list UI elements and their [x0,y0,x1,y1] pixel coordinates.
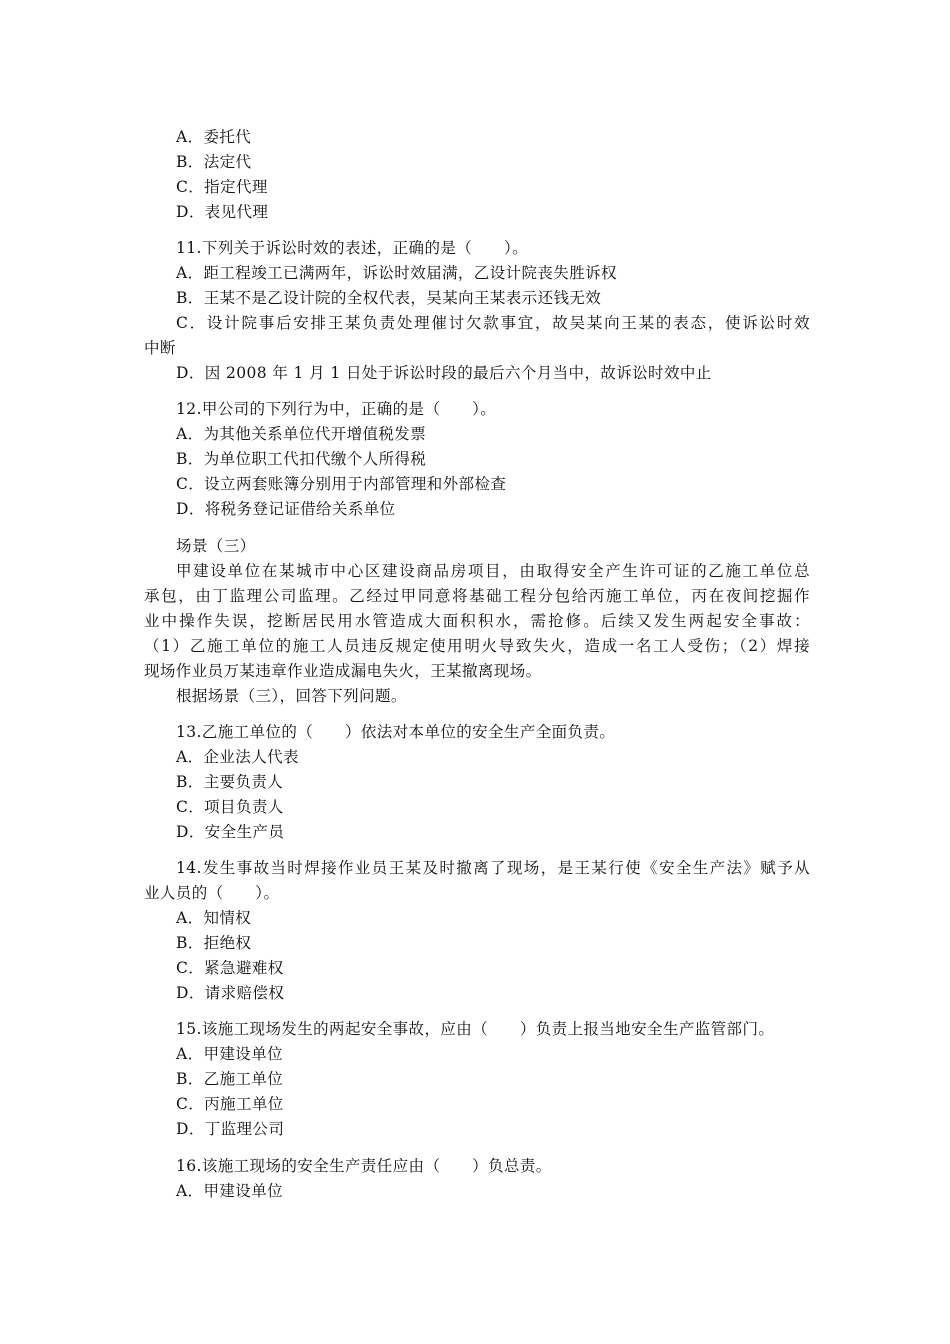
q15-option-a: A．甲建设单位 [176,1045,283,1063]
q14-stem-continued: 业人员的（ ）。 [144,884,280,902]
q15-stem: 15.该施工现场发生的两起安全事故，应由（ ）负责上报当地安全生产监管部门。 [176,1020,775,1038]
q13-option-c: C．项目负责人 [176,798,284,816]
q11-option-a: A．距工程竣工已满两年，诉讼时效届满，乙设计院丧失胜诉权 [176,264,617,282]
q11-option-d: D．因 2008 年 1 月 1 日处于诉讼时段的最后六个月当中，故诉讼时效中止 [176,364,712,382]
q11-option-b: B．王某不是乙设计院的全权代表，吴某向王某表示还钱无效 [176,289,602,307]
q13-option-d: D．安全生产员 [176,823,285,841]
scene-paragraph-line: 承包，由丁监理公司监理。乙经过甲同意将基础工程分包给丙施工单位，丙在夜间挖掘作 [144,587,810,605]
q16-stem: 16.该施工现场的安全生产责任应由（ ）负总责。 [176,1157,552,1175]
q15-option-c: C．丙施工单位 [176,1095,284,1113]
q10-option-c: C．指定代理 [176,178,268,196]
q12-option-a: A．为其他关系单位代开增值税发票 [176,425,427,443]
q11-option-c-continued: 中断 [144,339,176,357]
q12-option-d: D．将税务登记证借给关系单位 [176,500,396,518]
q13-option-b: B．主要负责人 [176,773,284,791]
q15-option-d: D．丁监理公司 [176,1120,285,1138]
q16-option-a: A．甲建设单位 [176,1182,283,1200]
q11-option-c: C．设计院事后安排王某负责处理催讨欠款事宜，故吴某向王某的表态，使诉讼时效 [176,314,810,332]
q10-option-a: A．委托代 [176,128,252,146]
q12-option-b: B．为单位职工代扣代缴个人所得税 [176,450,427,468]
q14-option-b: B．拒绝权 [176,934,252,952]
q13-stem: 13.乙施工单位的（ ）依法对本单位的安全生产全面负责。 [176,723,616,741]
q10-option-d: D．表见代理 [176,203,269,221]
scene-paragraph-line: 现场作业员万某违章作业造成漏电失火，王某撤离现场。 [144,662,542,680]
scene-prompt: 根据场景（三），回答下列问题。 [176,687,407,705]
q11-stem: 11.下列关于诉讼时效的表述，正确的是（ ）。 [176,239,529,257]
q14-option-d: D．请求赔偿权 [176,984,285,1002]
q14-option-a: A．知情权 [176,909,252,927]
scene-paragraph-line: （1）乙施工单位的施工人员违反规定使用明火导致失火，造成一名工人受伤；（2）焊接 [144,637,810,655]
q12-stem: 12.甲公司的下列行为中，正确的是（ ）。 [176,400,497,418]
q10-option-b: B．法定代 [176,153,252,171]
q13-option-a: A．企业法人代表 [176,748,299,766]
scene-paragraph-line: 甲建设单位在某城市中心区建设商品房项目，由取得安全产生许可证的乙施工单位总 [176,562,810,580]
scene-heading: 场景（三） [176,537,256,555]
scene-paragraph-line: 业中操作失误，挖断居民用水管造成大面积积水，需抢修。后续又发生两起安全事故： [144,612,810,630]
q12-option-c: C．设立两套账簿分别用于内部管理和外部检查 [176,475,507,493]
q14-option-c: C．紧急避难权 [176,959,284,977]
q15-option-b: B．乙施工单位 [176,1070,284,1088]
q14-stem: 14.发生事故当时焊接作业员王某及时撤离了现场，是王某行使《安全生产法》赋予从 [176,859,810,877]
